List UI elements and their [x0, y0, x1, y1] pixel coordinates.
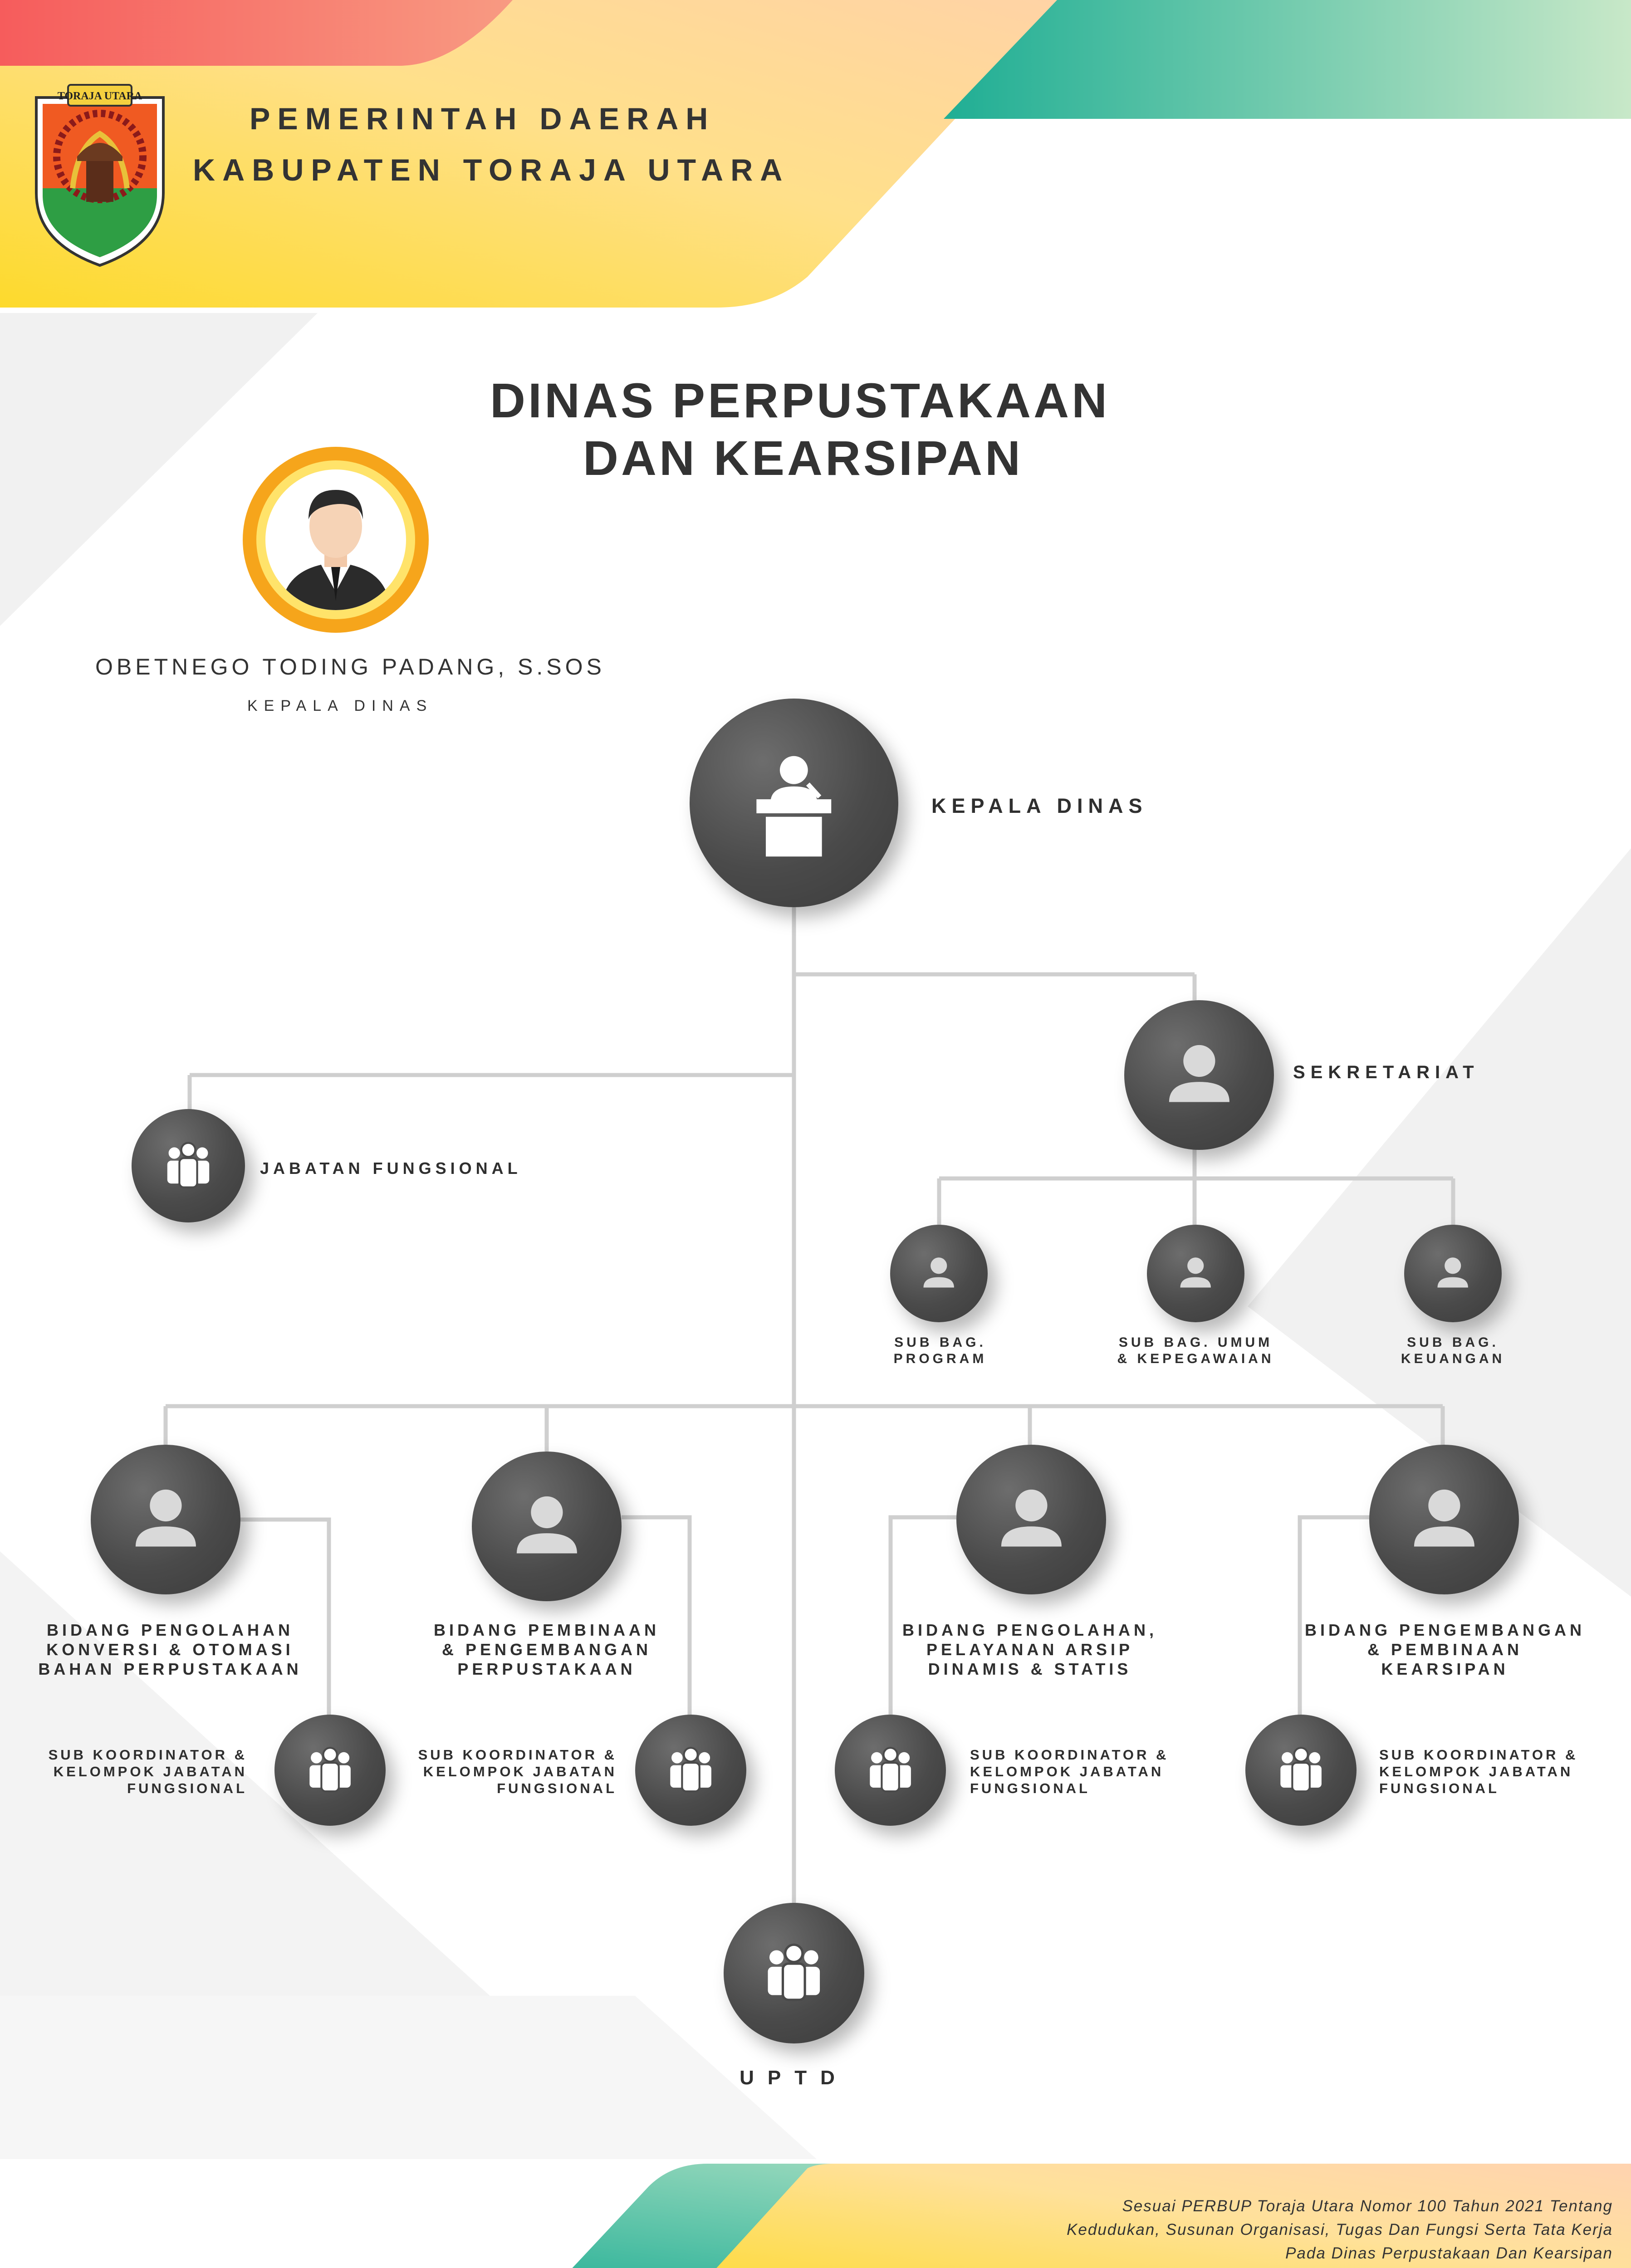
official-name: OBETNEGO TODING PADANG, S.SOS [95, 654, 605, 679]
bidang-1-label: BIDANG PENGOLAHAN KONVERSI & OTOMASI BAHAN PERPUSTAKAAN [38, 1621, 302, 1679]
subbag-keuangan-node[interactable] [1404, 1225, 1502, 1322]
uptd-node[interactable] [724, 1903, 864, 2043]
group-icon [859, 1739, 921, 1801]
podium-icon [735, 744, 852, 861]
sekretariat-node[interactable] [1124, 1000, 1274, 1150]
jabatan-fungsional-label: JABATAN FUNGSIONAL [260, 1159, 522, 1178]
footer-line2: Kedudukan, Susunan Organisasi, Tugas Dan Fungsi Serta Tata Kerja [1067, 2220, 1613, 2239]
kepala-dinas-label: KEPALA DINAS [931, 794, 1148, 817]
person-icon [1402, 1478, 1486, 1562]
header-line1: PEMERINTAH DAERAH [250, 102, 715, 136]
sub-koordinator-4-node[interactable] [1245, 1715, 1357, 1826]
bidang-2-label: BIDANG PEMBINAAN & PENGEMBANGAN PERPUSTAKAAN [433, 1621, 660, 1679]
bidang-2-node[interactable] [472, 1452, 622, 1601]
person-icon [124, 1478, 208, 1562]
bidang-3-label: BIDANG PENGOLAHAN, PELAYANAN ARSIP DINAMIS & STATIS [902, 1621, 1157, 1679]
footer-note [842, 2195, 1613, 2265]
subbag-program-label: SUB BAG. PROGRAM [893, 1335, 987, 1366]
person-icon [1168, 1246, 1223, 1300]
person-icon [1157, 1033, 1241, 1117]
uptd-label: UPTD [740, 2067, 848, 2089]
sekretariat-label: SEKRETARIAT [1293, 1062, 1479, 1082]
person-icon [505, 1485, 589, 1569]
subbag-keuangan-label: SUB BAG. KEUANGAN [1401, 1335, 1505, 1366]
bidang-4-node[interactable] [1369, 1445, 1519, 1594]
sub-koordinator-1-label: SUB KOORDINATOR & KELOMPOK JABATAN FUNGSIONAL [48, 1747, 247, 1797]
group-icon [660, 1739, 722, 1801]
sub-koordinator-3-node[interactable] [835, 1715, 946, 1826]
header-line2: KABUPATEN TORAJA UTARA [193, 153, 790, 187]
sub-koordinator-2-label: SUB KOORDINATOR & KELOMPOK JABATAN FUNGSIONAL [418, 1747, 617, 1797]
bidang-3-node[interactable] [956, 1445, 1106, 1594]
page-title-line1: DINAS PERPUSTAKAAN [490, 373, 1110, 428]
bidang-1-node[interactable] [91, 1445, 240, 1594]
subbag-program-node[interactable] [890, 1225, 988, 1322]
sub-koordinator-3-label: SUB KOORDINATOR & KELOMPOK JABATAN FUNGSIONAL [970, 1747, 1169, 1797]
person-icon [989, 1478, 1073, 1562]
subbag-umum-node[interactable] [1147, 1225, 1244, 1322]
group-icon [157, 1134, 220, 1198]
group-icon [1270, 1739, 1332, 1801]
jabatan-fungsional-node[interactable] [132, 1109, 245, 1222]
group-icon [754, 1934, 833, 2013]
person-icon [911, 1246, 966, 1300]
bidang-4-label: BIDANG PENGEMBANGAN & PEMBINAAN KEARSIPAN [1304, 1621, 1585, 1679]
official-position: KEPALA DINAS [247, 697, 433, 714]
person-icon [1425, 1246, 1480, 1300]
group-icon [299, 1739, 361, 1801]
kepala-dinas-node[interactable] [690, 699, 898, 907]
subbag-umum-label: SUB BAG. UMUM & KEPEGAWAIAN [1117, 1335, 1274, 1366]
page-title-line2: DAN KEARSIPAN [583, 430, 1024, 485]
logo-text: TORAJA UTARA [57, 90, 142, 102]
sub-koordinator-2-node[interactable] [635, 1715, 746, 1826]
sub-koordinator-1-node[interactable] [274, 1715, 386, 1826]
footer-line3: Pada Dinas Perpustakaan Dan Kearsipan [1285, 2244, 1613, 2262]
sub-koordinator-4-label: SUB KOORDINATOR & KELOMPOK JABATAN FUNGSIONAL [1379, 1747, 1578, 1797]
footer-line1: Sesuai PERBUP Toraja Utara Nomor 100 Tahun 2021 Tentang [1122, 2197, 1613, 2215]
